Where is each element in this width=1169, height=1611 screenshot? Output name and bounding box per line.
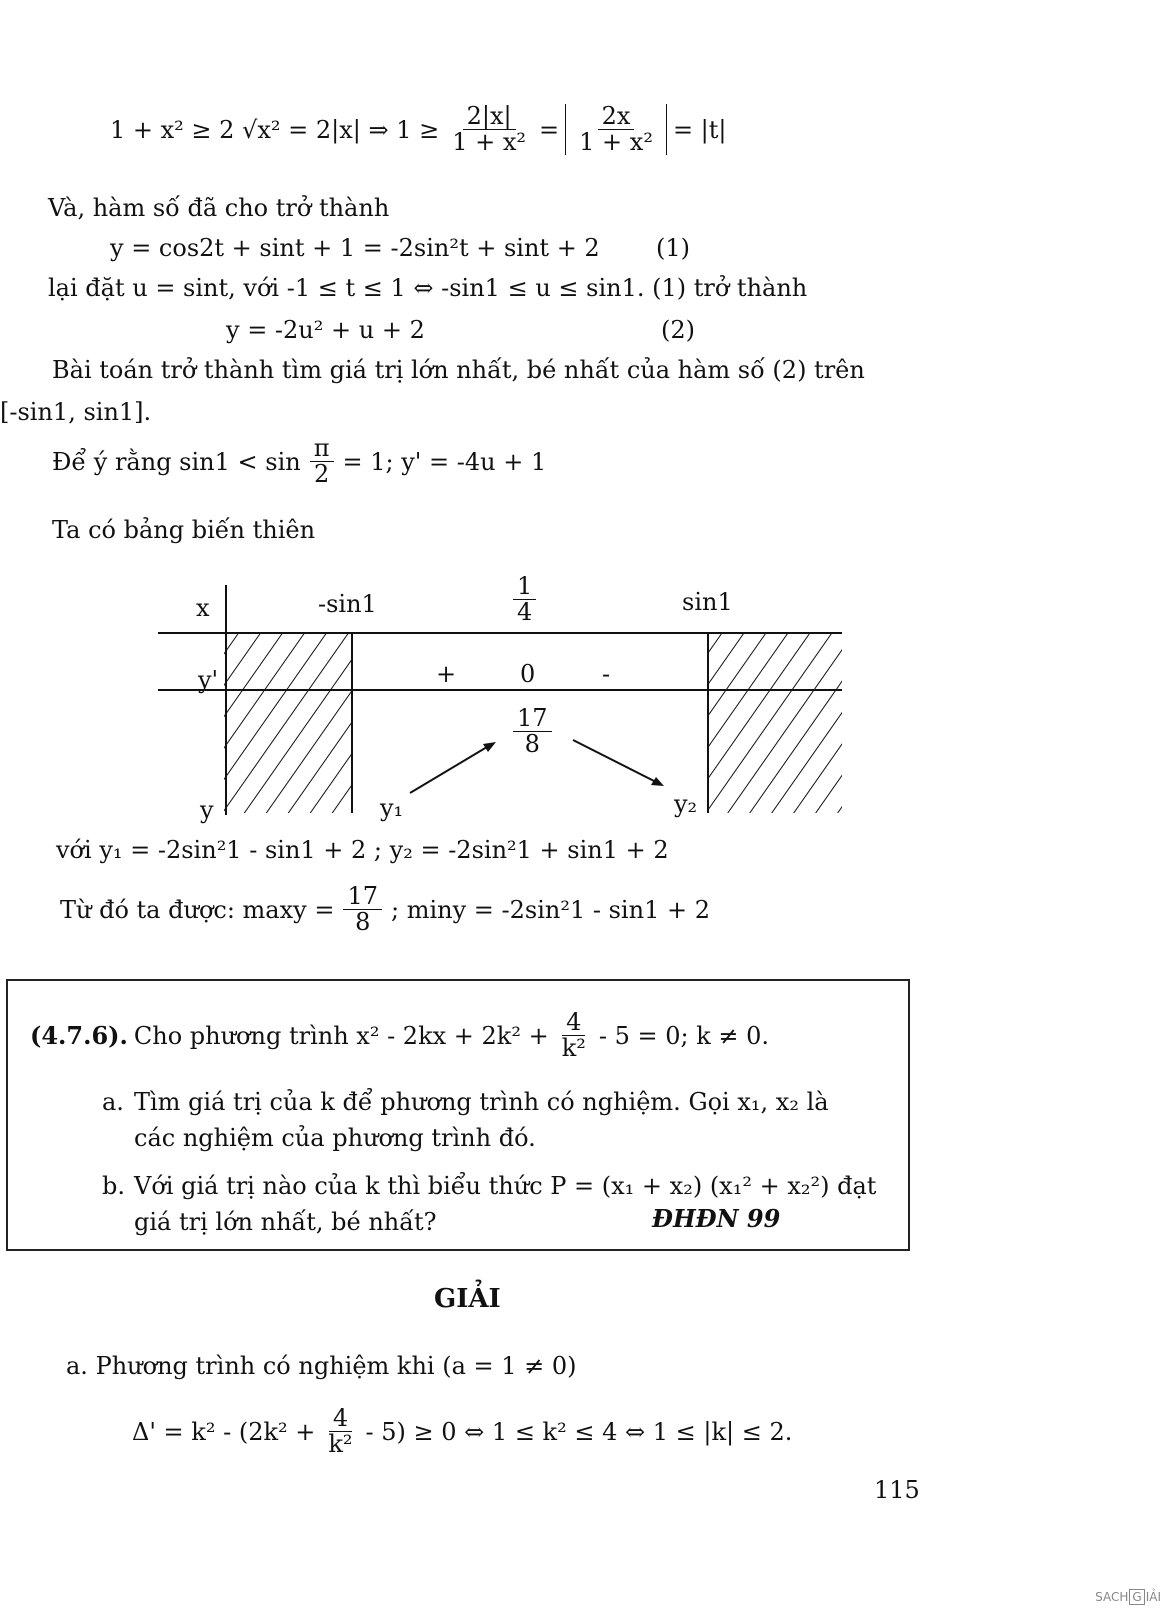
- formula-line-1: 1 + x² ≥ 2 √x² = 2|x| ⇒ 1 ≥ $\frac{2|x|}{\text{1 + x²}}$ = $\frac{2x}{\text{1 + x²}}$ = |t|: [110, 102, 727, 157]
- text-line-11: Từ đó ta được: maxy = $\frac{17}{8}$ ; miny = -2sin²1 - sin1 + 2: [60, 882, 710, 937]
- fraction-4-over-k2: $\frac{4}{\text{k²}}$: [561, 1008, 586, 1063]
- formula-line-5: y = -2u² + u + 2: [226, 316, 425, 344]
- table-yprime-zero: 0: [520, 660, 536, 688]
- text-line-9: Ta có bảng biến thiên: [52, 516, 316, 544]
- hatch-region-left: [224, 633, 352, 813]
- table-y1: y₁: [380, 794, 404, 822]
- problem-a-line2: các nghiệm của phương trình đó.: [134, 1124, 536, 1152]
- problem-b-line1: Với giá trị nào của k thì biểu thức P = (x₁ + x₂) (x₁² + x₂²) đạt: [134, 1172, 877, 1200]
- table-y-max: $\frac{17}{8}$: [513, 706, 552, 757]
- fraction-2abs-x: $\frac{2|x|}{\text{1 + x²}}$: [452, 102, 527, 157]
- table-y2: y₂: [674, 790, 698, 818]
- fraction-4-over-k2-solution: $\frac{4}{\text{k²}}$: [328, 1404, 353, 1459]
- fraction-pi-over-2: $\frac{\pi}{2}$: [310, 436, 334, 487]
- text-line-4: lại đặt u = sint, với -1 ≤ t ≤ 1 ⇔ -sin1 ≤ u ≤ sin1. (1) trở thành: [48, 274, 808, 302]
- table-x-mid: $\frac{1}{4}$: [513, 574, 536, 625]
- formula-line-1-end: = |t|: [672, 115, 727, 144]
- table-x-label: x: [196, 594, 210, 622]
- decrease-arrow: [573, 740, 660, 784]
- text-line-7: [-sin1, sin1].: [0, 398, 152, 426]
- increase-arrow: [410, 744, 492, 793]
- problem-b-label: b.: [102, 1172, 125, 1200]
- equation-tag-2: (2): [661, 316, 695, 344]
- problem-a-line1: Tìm giá trị của k để phương trình có nghiệm. Gọi x₁, x₂ là: [134, 1088, 829, 1116]
- solution-a-line: a. Phương trình có nghiệm khi (a = 1 ≠ 0): [66, 1352, 577, 1380]
- problem-b-line2: giá trị lớn nhất, bé nhất?: [134, 1208, 437, 1236]
- table-yprime-plus: +: [436, 660, 457, 688]
- fraction-17-over-8: $\frac{17}{8}$: [343, 884, 382, 935]
- solution-heading: GIẢI: [434, 1284, 501, 1314]
- problem-a-label: a.: [102, 1088, 124, 1116]
- text-line-8: Để ý rằng sin1 < sin $\frac{\pi}{2}$ = 1; y' = -4u + 1: [52, 434, 547, 489]
- solution-delta: Δ' = k² - (2k² + $\frac{4}{\text{k²}}$ - 5) ≥ 0 ⇔ 1 ≤ k² ≤ 4 ⇔ 1 ≤ |k| ≤ 2.: [132, 1404, 793, 1459]
- formula-line-1-start: 1 + x² ≥ 2 √x² = 2|x| ⇒ 1 ≥: [110, 115, 440, 144]
- text-line-10: với y₁ = -2sin²1 - sin1 + 2 ; y₂ = -2sin²1 + sin1 + 2: [56, 836, 669, 864]
- table-yprime-label: y': [198, 666, 219, 694]
- table-yprime-minus: -: [602, 660, 611, 688]
- problem-code: (4.7.6).: [30, 1021, 128, 1051]
- watermark: SACH G IẢI: [1095, 1590, 1161, 1604]
- table-x-left: -sin1: [318, 590, 377, 618]
- page-number: 115: [874, 1476, 920, 1504]
- equation-tag-1: (1): [656, 234, 690, 262]
- formula-line-3: y = cos2t + sint + 1 = -2sin²t + sint + 2: [110, 234, 600, 262]
- text-line-6: Bài toán trở thành tìm giá trị lớn nhất, bé nhất của hàm số (2) trên: [52, 356, 865, 384]
- table-y-label: y: [200, 796, 214, 824]
- text-line-2: Và, hàm số đã cho trở thành: [48, 194, 390, 222]
- problem-source: ĐHĐN 99: [652, 1204, 781, 1233]
- abs-fraction: $\frac{2x}{\text{1 + x²}}$: [565, 104, 667, 155]
- problem-stem: (4.7.6). Cho phương trình x² - 2kx + 2k² + $\frac{4}{\text{k²}}$ - 5 = 0; k ≠ 0.: [30, 1008, 770, 1063]
- hatch-region-right: [708, 633, 842, 813]
- table-x-right: sin1: [682, 588, 733, 616]
